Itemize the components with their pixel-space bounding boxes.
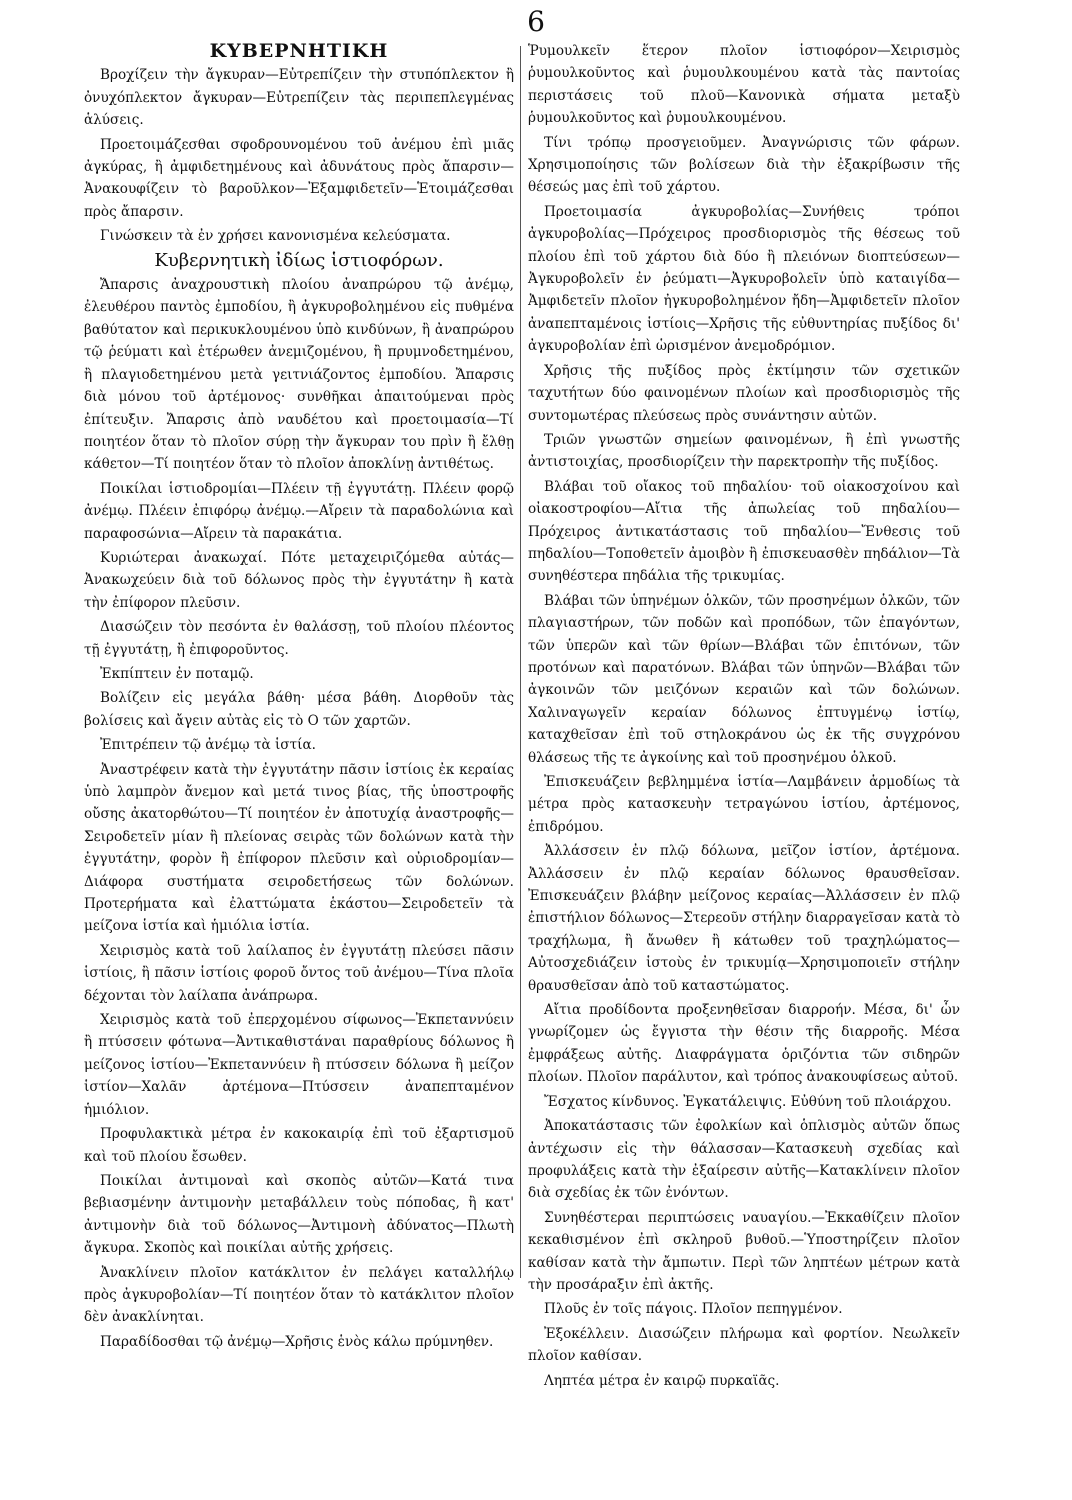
body-paragraph: Ἔσχατος κίνδυνος. Ἐγκατάλειψις. Εὐθύνη τοῦ πλοιάρχου. — [544, 1093, 952, 1110]
body-paragraph: Ληπτέα μέτρα ἐν καιρῷ πυρκαϊᾶς. — [544, 1372, 780, 1389]
body-paragraph: Προετοιμασία ἀγκυροβολίας—Συνήθεις τρόποι ἀγκυροβολίας—Πρόχειρος προσδιορισμὸς τῆς θέσεως τοῦ πλοίου ἐπὶ τοῦ χάρτου διὰ δύο ἢ πλειόνων διοπτεύσεων—Ἀγκυροβολεῖν ἐν ῥεύματι—Ἀγκυροβολεῖν ὑπὸ καταιγίδα—Ἀμφιδετεῖν πλοῖον ἠγκυροβολημένον ἤδη—Ἀμφιδετεῖν πλοῖον ἀναπεπταμένοις ἱστίοις—Χρῆσις τῆς εὐθυντηρίας πυξίδος δι' ἀγκυροβολίαν ἐπὶ ὡρισμένον ἀνεμοδρόμιον. — [528, 203, 960, 355]
column-divider — [520, 46, 521, 1278]
body-paragraph: Τριῶν γνωστῶν σημείων φαινομένων, ἢ ἐπὶ γνωστῆς ἀντιστοιχίας, προσδιορίζειν τὴν παρεκτροπὴν τῆς πυξίδος. — [528, 431, 960, 471]
intro-paragraph: Προετοιμάζεσθαι σφοδρουνομένου τοῦ ἀνέμου ἐπὶ μιᾶς ἀγκύρας, ἢ ἀμφιδετημένους καὶ ἀδυνάτους πρὸς ἄπαρσιν—Ἀνακουφίζειν τὸ βαροῦλκον—Ἐξαμφιδετεῖν—Ἑτοιμάζεσθαι πρὸς ἄπαρσιν. — [84, 136, 514, 220]
body-paragraph: Συνηθέστεραι περιπτώσεις ναυαγίου.—Ἐκκαθίζειν πλοῖον κεκαθισμένον ἐπὶ σκληροῦ βυθοῦ.—Ὑποστηρίζειν πλοῖον καθίσαν κατὰ τὴν ἄμπωτιν. Περὶ τῶν ληπτέων μέτρων κατὰ τὴν προσάραξιν ἐπὶ ἀκτῆς. — [528, 1209, 960, 1293]
body-paragraph: Χειρισμὸς κατὰ τοῦ ἐπερχομένου σίφωνος—Ἐκπεταννύειν ἢ πτύσσειν φότωνα—Ἀντικαθιστάναι παραθρίους δόλωνος ἢ μείζονος ἱστίου—Ἐκπεταννύειν ἢ πτύσσειν δόλωνα ἢ μείζον ἱστίον—Χαλᾶν ἀρτέμονα—Πτύσσειν ἀναπεπταμένον ἡμιόλιον. — [84, 1012, 514, 1118]
body-paragraph: Ἐξοκέλλειν. Διασώζειν πλήρωμα καὶ φορτίον. Νεωλκεῖν πλοῖον καθίσαν. — [528, 1325, 960, 1365]
left-column — [84, 40, 514, 1355]
body-paragraph: Ποικίλαι ἀντιμοναὶ καὶ σκοπὸς αὐτῶν—Κατά τινα βεβιασμένην ἀντιμονὴν μεταβάλλειν τοὺς πόποδας, ἢ κατ' ἀντιμονὴν διὰ τοῦ δόλωνος—Ἀντιμονὴ ἀδύνατος—Πλωτὴ ἄγκυρα. Σκοπὸς καὶ ποικίλαι αὐτῆς χρήσεις. — [84, 1172, 514, 1257]
section-title: ΚΥΒΕΡΝΗΤΙΚΗ — [209, 40, 389, 62]
body-paragraph: Αἴτια προδίδοντα προξενηθεῖσαν διαρροήν. Μέσα, δι' ὧν γνωρίζομεν ὡς ἔγγιστα τὴν θέσιν τῆς διαρροῆς. Μέσα ἐμφράξεως αὐτῆς. Διαφράγματα ὁριζόντια τῶν σιδηρῶν πλοίων. Πλοῖον παράλυτον, καὶ τρόπος ἀνακουφίσεως αὐτοῦ. — [528, 1002, 960, 1086]
body-paragraph: Ποικίλαι ἱστιοδρομίαι—Πλέειν τῇ ἐγγυτάτῃ. Πλέειν φορῷ ἀνέμῳ. Πλέειν ἐπιφόρῳ ἀνέμῳ.—Αἴρειν τὰ παραδολώνια καὶ παραφοσώνια—Αἴρειν τὰ παρακάτια. — [84, 480, 514, 542]
body-paragraph: Χειρισμὸς κατὰ τοῦ λαίλαπος ἐν ἐγγυτάτῃ πλεύσει πᾶσιν ἱστίοις, ἢ πᾶσιν ἱστίοις φοροῦ ὄντος τοῦ ἀνέμου—Τίνα πλοῖα δέχονται τὸν λαίλαπα ἀνάπρωρα. — [84, 942, 514, 1004]
body-paragraph: Διασώζειν τὸν πεσόντα ἐν θαλάσσῃ, τοῦ πλοίου πλέοντος τῇ ἐγγυτάτῃ, ἢ ἐπιφοροῦντος. — [84, 619, 514, 658]
body-paragraph: Χρῆσις τῆς πυξίδος πρὸς ἐκτίμησιν τῶν σχετικῶν ταχυτήτων δύο φαινομένων πλοίων καὶ προσδιορισμὸς τῆς συντομωτέρας πλεύσεως πρὸς συνάντησιν αὐτῶν. — [528, 362, 960, 424]
body-paragraph: Κυριώτεραι ἀνακωχαί. Πότε μεταχειριζόμεθα αὐτάς—Ἀνακωχεύειν διὰ τοῦ δόλωνος πρὸς τὴν ἐγγυτάτην ἢ κατὰ τὴν ἐπίφορον πλεῦσιν. — [84, 549, 514, 611]
body-paragraph: Ἐπιτρέπειν τῷ ἀνέμῳ τὰ ἱστία. — [100, 737, 316, 754]
body-paragraph: Ἀναστρέφειν κατὰ τὴν ἐγγυτάτην πᾶσιν ἱστίοις ἐκ κεραίας ὑπὸ λαμπρὸν ἄνεμον καὶ μετά τινος βίας, τῆς ὑποστροφῆς οὔσης ἀκατορθώτου—Τί ποιητέον ἐν ἀποτυχίᾳ ἀναστροφῆς—Σειροδετεῖν μίαν ἢ πλείονας σειρὰς τῶν δολώνων κατὰ τὴν ἐγγυτάτην, φορὸν ἢ ἐπίφορον πλεῦσιν καὶ οὐριοδρομίαν—Διάφορα συστήματα σειροδετήσεως τῶν δολώνων. Προτερήματα καὶ ἐλαττώματα ἑκάστου—Σειροδετεῖν τὰ μείζονα ἱστία καὶ ἡμιόλια ἱστία. — [84, 761, 514, 935]
intro-paragraph: Βροχίζειν τὴν ἄγκυραν—Εὐτρεπίζειν τὴν στυπόπλεκτον ἢ ὀνυχόπλεκτον ἄγκυραν—Εὐτρεπίζειν τὰς περιπεπλεγμένας ἁλύσεις. — [84, 67, 514, 129]
intro-paragraph: Γινώσκειν τὰ ἐν χρήσει κανονισμένα κελεύσματα. — [100, 228, 451, 245]
body-paragraph: Παραδίδοσθαι τῷ ἀνέμῳ—Χρῆσις ἑνὸς κάλω πρύμνηθεν. — [100, 1333, 494, 1350]
body-paragraph: Βλάβαι τῶν ὑπηνέμων ὁλκῶν, τῶν προσηνέμων ὁλκῶν, τῶν πλαγιαστήρων, τῶν ποδῶν καὶ προπόδων, τῶν ἐπαγόντων, τῶν ὑπερῶν καὶ τῶν θρίων—Βλάβαι τῶν ἐπιτόνων, τῶν προτόνων καὶ παρατόνων. Βλάβαι τῶν ὑπηνῶν—Βλάβαι τῶν ἀγκοινῶν τῶν μειζόνων κεραιῶν καὶ τῶν δολώνων. Χαλιναγωγεῖν κεραίαν δόλωνος ἐπτυγμένῳ ἱστίῳ, καταχθεῖσαν ἐπὶ τοῦ στηλοκράνου ὡς ἐκ τῆς συγχρόνου θλάσεως τῆς τε ἀγκοίνης καὶ τοῦ προσηνέμου ὁλκοῦ. — [528, 592, 960, 766]
body-paragraph: Ἀλλάσσειν ἐν πλῷ δόλωνα, μεῖζον ἱστίον, ἀρτέμονα. Ἀλλάσσειν ἐν πλῷ κεραίαν δόλωνος θραυσθεῖσαν. Ἐπισκευάζειν βλάβην μείζονος κεραίας—Ἀλλάσσειν ἐν πλῷ ἐπιστήλιον δόλωνος—Στερεοῦν στήλην διαρραγεῖσαν κατὰ τὸ τραχήλωμα, ἢ ἄνωθεν ἢ κάτωθεν τοῦ τραχηλώματος—Αὐτοσχεδιάζειν ἱστοὺς ἐν τρικυμίᾳ—Χρησιμοποιεῖν στήλην θραυσθεῖσαν ἀπὸ τοῦ καταστώματος. — [528, 843, 960, 994]
body-paragraph: Ῥυμουλκεῖν ἕτερον πλοῖον ἱστιοφόρον—Χειρισμὸς ῥυμουλκοῦντος καὶ ῥυμουλκουμένου κατὰ τὰς παντοίας περιστάσεις τοῦ πλοῦ—Κανονικὰ σήματα μεταξὺ ῥυμουλκοῦντος καὶ ῥυμουλκουμένου. — [528, 43, 960, 127]
body-paragraph: Προφυλακτικὰ μέτρα ἐν κακοκαιρίᾳ ἐπὶ τοῦ ἐξαρτισμοῦ καὶ τοῦ πλοίου ἔσωθεν. — [84, 1126, 514, 1165]
body-paragraph: Πλοῦς ἐν τοῖς πάγοις. Πλοῖον πεπηγμένον. — [544, 1301, 843, 1318]
body-paragraph: Ἄπαρσις ἀναχρουστικὴ πλοίου ἀναπρώρου τῷ ἀνέμῳ, ἐλευθέρου παντὸς ἐμποδίου, ἢ ἀγκυροβολημένου εἰς πυθμένα βαθύτατον καὶ περικυκλουμένου ὑπὸ κινδύνων, ἢ ἀναπρώρου τῷ ῥεύματι καὶ ἑτέρωθεν ἀνεμιζομένου, ἢ πρυμνοδετημένου, ἢ πλαγιοδετημένου μετὰ γειτνιάζοντος ἐμποδίου. Ἄπαρσις διὰ μόνου τοῦ ἀρτέμονος· συνθῆκαι ἀπαιτούμεναι πρὸς ἐπίτευξιν. Ἄπαρσις ἀπὸ ναυδέτου καὶ προετοιμασία—Τί ποιητέον ὅταν τὸ πλοῖον σύρῃ τὴν ἄγκυραν του πρὶν ἢ ἔλθῃ κάθετον—Τί ποιητέον ὅταν τὸ πλοῖον ἀποκλίνῃ ἀντιθέτως. — [84, 277, 514, 473]
body-paragraph: Βολίζειν εἰς μεγάλα βάθη· μέσα βάθη. Διορθοῦν τὰς βολίσεις καὶ ἄγειν αὐτὰς εἰς τὸ Ο τῶν χαρτῶν. — [84, 690, 514, 729]
body-paragraph: Ἀποκατάστασις τῶν ἐφολκίων καὶ ὁπλισμὸς αὐτῶν ὅπως ἀντέχωσιν εἰς τὴν θάλασσαν—Κατασκευὴ σχεδίας καὶ προφυλάξεις κατὰ τὴν ἐξαίρεσιν αὐτῆς—Κατακλίνειν πλοῖον διὰ σχεδίας ἐκ τῶν ἐνόντων. — [528, 1118, 960, 1202]
body-paragraph: Τίνι τρόπῳ προσγειοῦμεν. Ἀναγνώρισις τῶν φάρων. Χρησιμοποίησις τῶν βολίσεων διὰ τὴν ἐξακρίβωσιν τῆς θέσεώς μας ἐπὶ τοῦ χάρτου. — [528, 134, 960, 196]
body-paragraph: Ἀνακλίνειν πλοῖον κατάκλιτον ἐν πελάγει καταλλήλῳ πρὸς ἀγκυροβολίαν—Τί ποιητέον ὅταν τὸ κατάκλιτον πλοῖον δὲν ἀνακλίνηται. — [84, 1264, 514, 1326]
body-paragraph: Ἐκπίπτειν ἐν ποταμῷ. — [100, 665, 254, 682]
body-paragraph: Ἐπισκευάζειν βεβλημμένα ἱστία—Λαμβάνειν ἁρμοδίως τὰ μέτρα πρὸς κατασκευὴν τετραγώνου ἱστίου, ἀρτέμονος, ἐπιδρόμου. — [528, 774, 960, 835]
body-paragraph: Βλάβαι τοῦ οἴακος τοῦ πηδαλίου· τοῦ οἰακοσχοίνου καὶ οἰακοστροφίου—Αἴτια τῆς ἀπωλείας τοῦ πηδαλίου—Πρόχειρος ἀντικατάστασις τοῦ πηδαλίου—Ἔνθεσις τοῦ πηδαλίου—Τοποθετεῖν ἀμοιβὸν ἢ ἐπισκευασθὲν πηδάλιον—Τὰ συνηθέστερα πηδάλια τῆς τρικυμίας. — [528, 478, 960, 585]
section-subtitle: Κυβερνητικὴ ἰδίως ἱστιοφόρων. — [154, 249, 444, 271]
right-column — [528, 40, 960, 1394]
page-number: 6 — [527, 5, 545, 38]
